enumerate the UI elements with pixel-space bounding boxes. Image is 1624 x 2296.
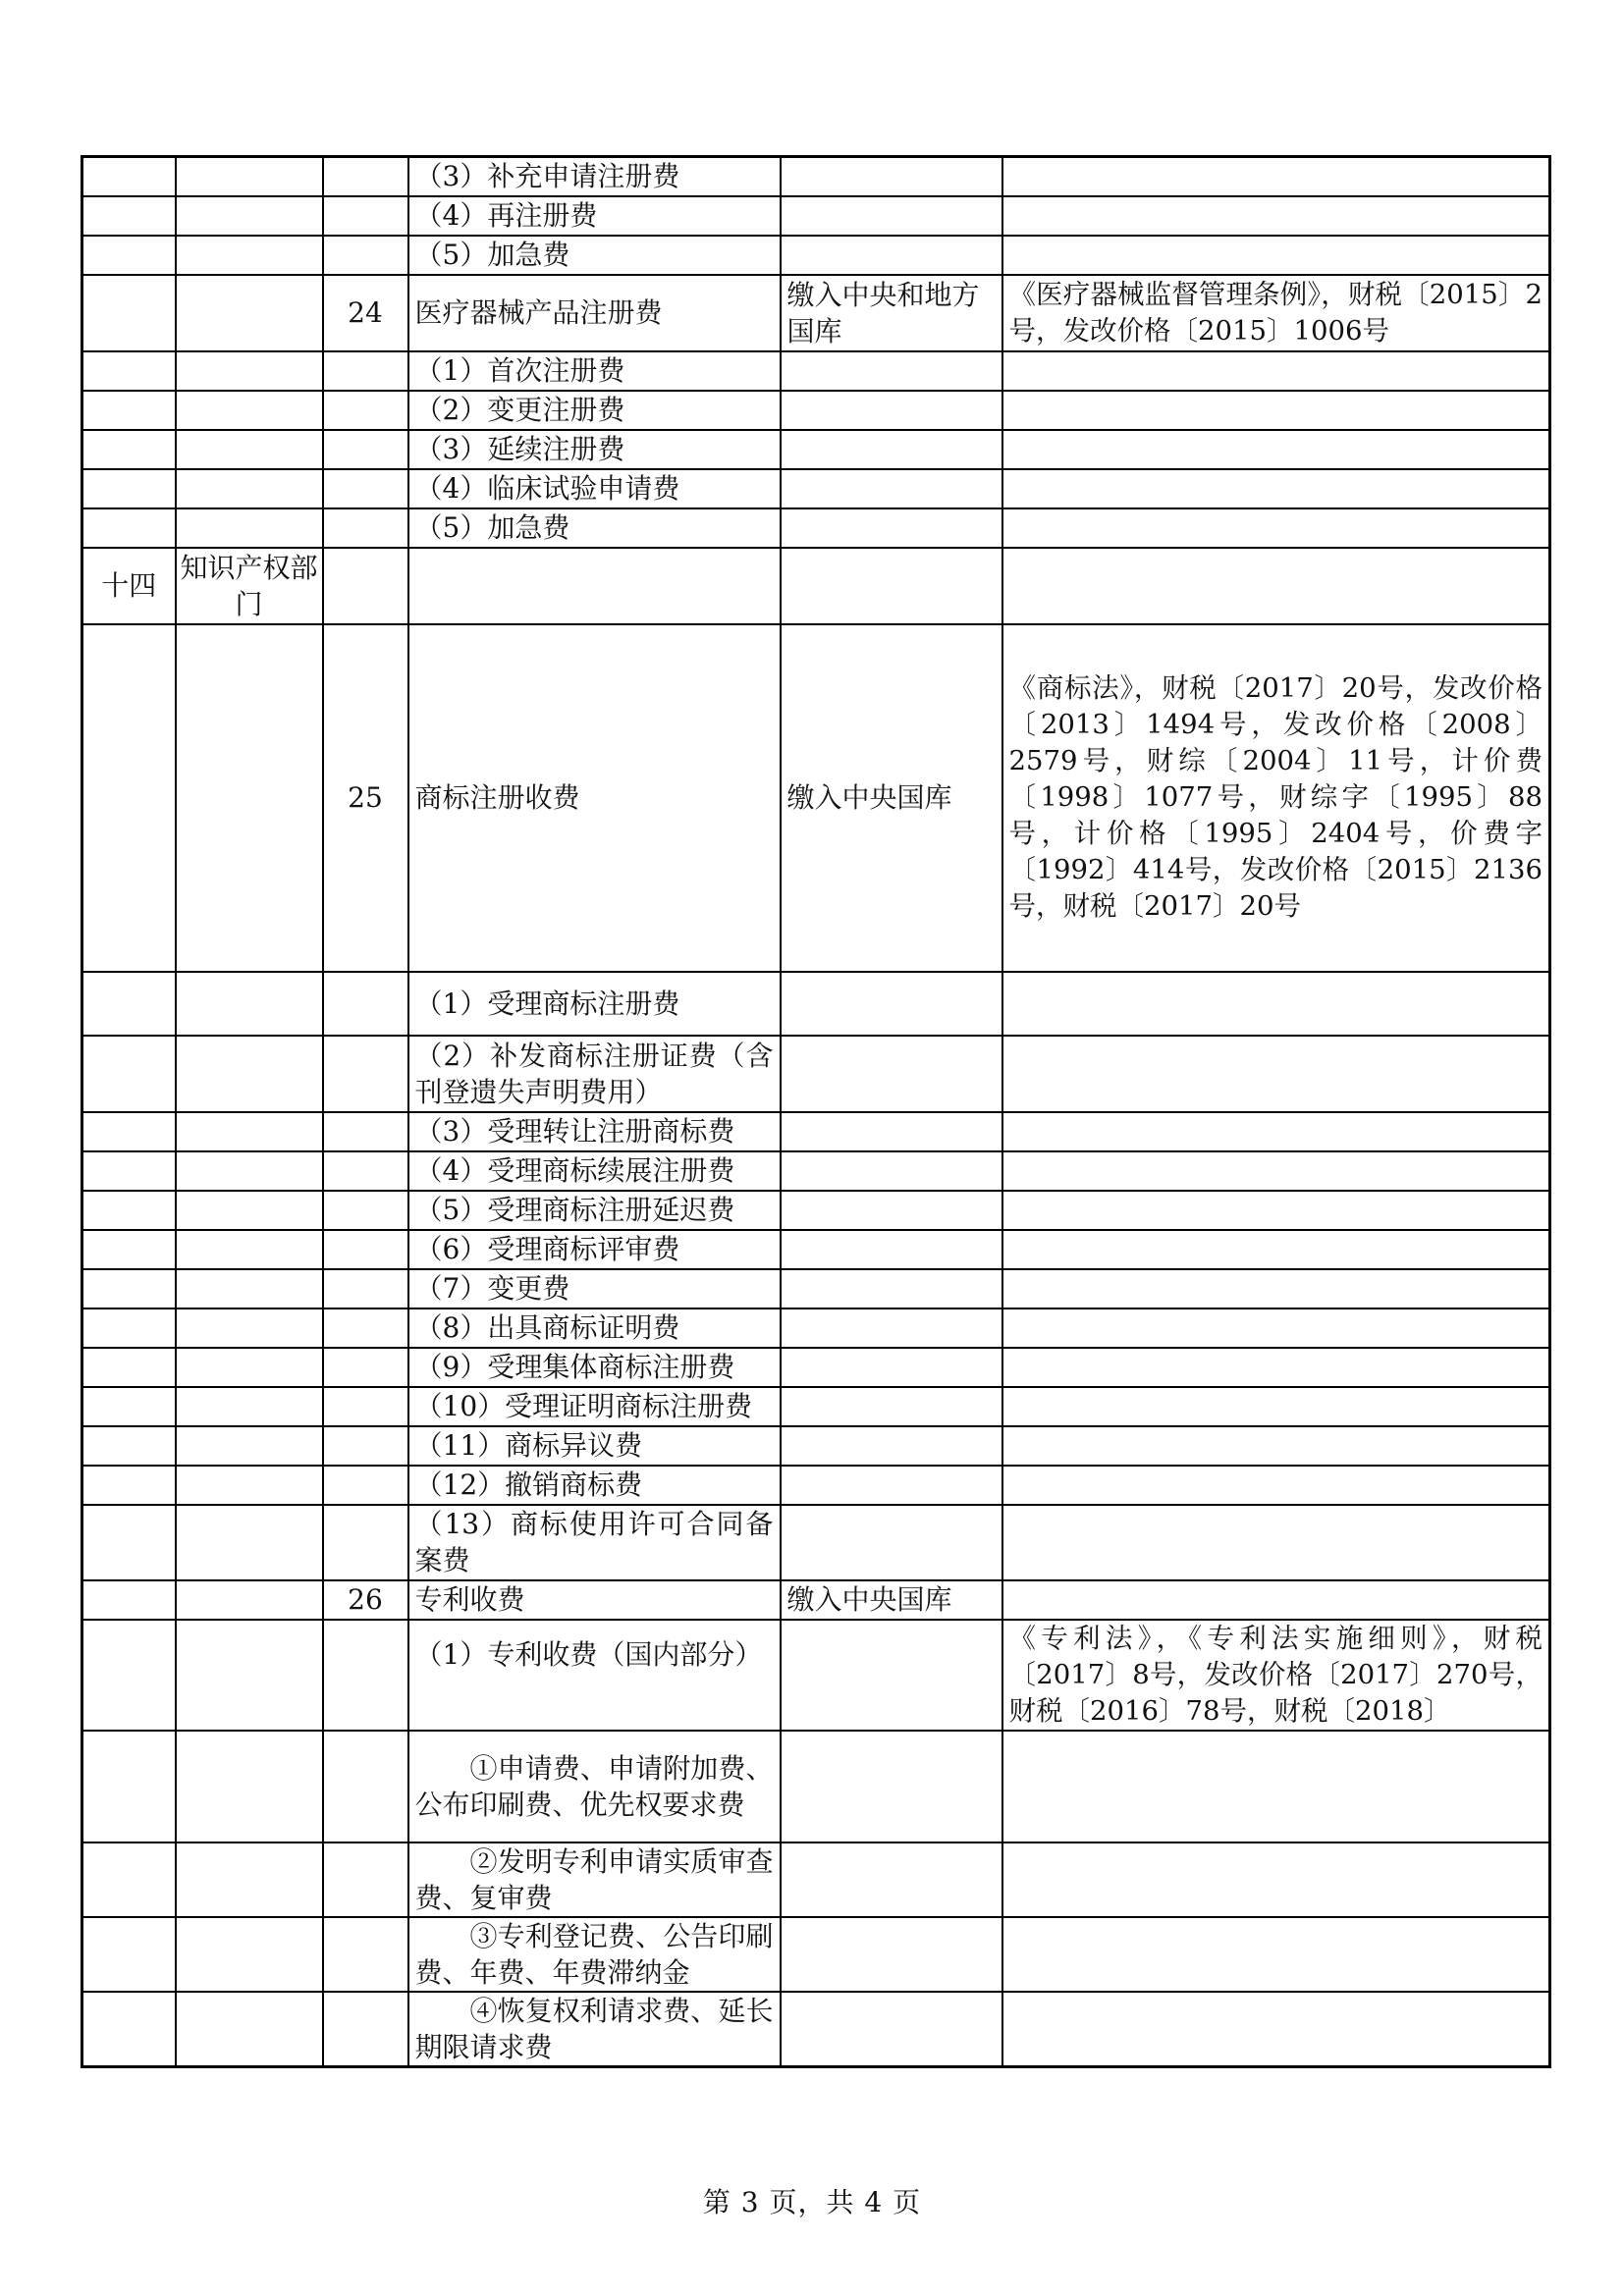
- item-number-cell: [323, 1992, 408, 2067]
- seq-cell: [82, 1426, 176, 1466]
- table-row: [82, 391, 1550, 430]
- legal-basis-cell: [1002, 1917, 1550, 1992]
- fee-name-cell: ④恢复权利请求费、延长期限请求费: [408, 1992, 781, 2067]
- fee-name-cell: （4）受理商标续展注册费: [408, 1151, 781, 1191]
- legal-basis-cell: [1002, 1505, 1550, 1580]
- department-cell: [176, 1466, 323, 1505]
- table-row: [82, 1842, 1550, 1917]
- table-row: [82, 236, 1550, 275]
- fee-name-cell: （5）加急费: [408, 236, 781, 275]
- treasury-cell: [781, 1387, 1002, 1426]
- table-row: [82, 624, 1550, 972]
- fee-name-cell: （1）专利收费（国内部分）: [408, 1620, 781, 1731]
- table-row: [82, 1580, 1550, 1620]
- treasury-cell: [781, 236, 1002, 275]
- treasury-cell: [781, 1308, 1002, 1348]
- department-cell: [176, 1112, 323, 1151]
- item-number-cell: [323, 1269, 408, 1308]
- fee-name-cell: （3）受理转让注册商标费: [408, 1112, 781, 1151]
- item-number-cell: [323, 1387, 408, 1426]
- fee-name-cell: （2）补发商标注册证费（含刊登遗失声明费用）: [408, 1036, 781, 1112]
- department-cell: [176, 469, 323, 508]
- legal-basis-cell: [1002, 972, 1550, 1036]
- department-cell: [176, 1348, 323, 1387]
- table-row: [82, 508, 1550, 548]
- department-cell: [176, 1917, 323, 1992]
- legal-basis-cell: [1002, 196, 1550, 236]
- legal-basis-cell: [1002, 1426, 1550, 1466]
- fee-name-cell: （4）再注册费: [408, 196, 781, 236]
- item-number-cell: [323, 1191, 408, 1230]
- department-cell: [176, 1308, 323, 1348]
- table-row: [82, 1191, 1550, 1230]
- fee-name-cell: （8）出具商标证明费: [408, 1308, 781, 1348]
- department-cell: [176, 236, 323, 275]
- treasury-cell: [781, 1348, 1002, 1387]
- department-cell: [176, 624, 323, 972]
- department-cell: [176, 1269, 323, 1308]
- seq-cell: [82, 508, 176, 548]
- fee-name-cell: （13）商标使用许可合同备案费: [408, 1505, 781, 1580]
- treasury-cell: [781, 1426, 1002, 1466]
- treasury-cell: [781, 1036, 1002, 1112]
- item-number-cell: [323, 236, 408, 275]
- legal-basis-cell: [1002, 1191, 1550, 1230]
- fee-name-cell: （4）临床试验申请费: [408, 469, 781, 508]
- department-cell: 知识产权部门: [176, 548, 323, 624]
- item-number-cell: [323, 1620, 408, 1731]
- legal-basis-cell: [1002, 430, 1550, 469]
- seq-cell: [82, 972, 176, 1036]
- treasury-cell: [781, 1505, 1002, 1580]
- treasury-cell: [781, 1842, 1002, 1917]
- table-row: [82, 1387, 1550, 1426]
- item-number-cell: [323, 972, 408, 1036]
- item-number-cell: [323, 508, 408, 548]
- legal-basis-cell: [1002, 157, 1550, 196]
- fee-name-cell: [408, 548, 781, 624]
- fee-name-cell: （11）商标异议费: [408, 1426, 781, 1466]
- department-cell: [176, 972, 323, 1036]
- seq-cell: [82, 157, 176, 196]
- seq-cell: [82, 1842, 176, 1917]
- seq-cell: [82, 430, 176, 469]
- fee-name-cell: （9）受理集体商标注册费: [408, 1348, 781, 1387]
- item-number-cell: [323, 1505, 408, 1580]
- treasury-cell: 缴入中央和地方国库: [781, 275, 1002, 351]
- legal-basis-cell: 《医疗器械监督管理条例》，财税〔2015〕2号，发改价格〔2015〕1006号: [1002, 275, 1550, 351]
- treasury-cell: 缴入中央国库: [781, 624, 1002, 972]
- fee-name-cell: （3）补充申请注册费: [408, 157, 781, 196]
- legal-basis-cell: [1002, 1348, 1550, 1387]
- legal-basis-cell: [1002, 236, 1550, 275]
- legal-basis-cell: [1002, 1842, 1550, 1917]
- department-cell: [176, 430, 323, 469]
- seq-cell: [82, 1308, 176, 1348]
- seq-cell: [82, 351, 176, 391]
- item-number-cell: [323, 469, 408, 508]
- department-cell: [176, 196, 323, 236]
- table-row: [82, 430, 1550, 469]
- legal-basis-cell: [1002, 508, 1550, 548]
- legal-basis-cell: 《商标法》，财税〔2017〕20号，发改价格〔2013〕1494号，发改价格〔2008〕2579号，财综〔2004〕11号，计价费〔1998〕1077号，财综字〔1995〕88号，计价格〔1995〕2404号，价费字〔1992〕414号，发改价格〔2015〕2136号，财税〔2017〕20号: [1002, 624, 1550, 972]
- seq-cell: [82, 1348, 176, 1387]
- department-cell: [176, 1151, 323, 1191]
- treasury-cell: [781, 157, 1002, 196]
- fee-table-body: [82, 157, 1550, 2067]
- department-cell: [176, 1842, 323, 1917]
- department-cell: [176, 1036, 323, 1112]
- department-cell: [176, 1992, 323, 2067]
- legal-basis-cell: [1002, 1387, 1550, 1426]
- treasury-cell: [781, 508, 1002, 548]
- seq-cell: [82, 1466, 176, 1505]
- legal-basis-cell: [1002, 1112, 1550, 1151]
- table-row: [82, 1466, 1550, 1505]
- treasury-cell: [781, 391, 1002, 430]
- seq-cell: [82, 1191, 176, 1230]
- table-row: [82, 1731, 1550, 1842]
- item-number-cell: [323, 1151, 408, 1191]
- table-row: [82, 548, 1550, 624]
- fee-name-cell: （7）变更费: [408, 1269, 781, 1308]
- item-number-cell: [323, 196, 408, 236]
- legal-basis-cell: [1002, 351, 1550, 391]
- department-cell: [176, 1426, 323, 1466]
- fee-name-cell: （5）加急费: [408, 508, 781, 548]
- seq-cell: 十四: [82, 548, 176, 624]
- treasury-cell: [781, 196, 1002, 236]
- table-row: [82, 196, 1550, 236]
- treasury-cell: [781, 972, 1002, 1036]
- fee-name-cell: （1）受理商标注册费: [408, 972, 781, 1036]
- item-number-cell: [323, 1036, 408, 1112]
- item-number-cell: [323, 1917, 408, 1992]
- treasury-cell: [781, 1191, 1002, 1230]
- table-row: [82, 1230, 1550, 1269]
- seq-cell: [82, 624, 176, 972]
- item-number-cell: 25: [323, 624, 408, 972]
- table-row: [82, 1151, 1550, 1191]
- fee-name-cell: （2）变更注册费: [408, 391, 781, 430]
- seq-cell: [82, 1387, 176, 1426]
- legal-basis-cell: [1002, 1269, 1550, 1308]
- item-number-cell: [323, 1842, 408, 1917]
- department-cell: [176, 351, 323, 391]
- table-row: [82, 275, 1550, 351]
- fee-name-cell: （12）撤销商标费: [408, 1466, 781, 1505]
- treasury-cell: [781, 1731, 1002, 1842]
- seq-cell: [82, 1036, 176, 1112]
- seq-cell: [82, 1620, 176, 1731]
- legal-basis-cell: [1002, 1230, 1550, 1269]
- item-number-cell: [323, 1230, 408, 1269]
- table-row: [82, 1620, 1550, 1731]
- table-row: [82, 1348, 1550, 1387]
- item-number-cell: [323, 1426, 408, 1466]
- treasury-cell: [781, 1917, 1002, 1992]
- table-row: [82, 1112, 1550, 1151]
- item-number-cell: 24: [323, 275, 408, 351]
- legal-basis-cell: [1002, 1151, 1550, 1191]
- legal-basis-cell: [1002, 1992, 1550, 2067]
- treasury-cell: [781, 1269, 1002, 1308]
- fee-name-cell: 医疗器械产品注册费: [408, 275, 781, 351]
- table-row: [82, 1036, 1550, 1112]
- seq-cell: [82, 469, 176, 508]
- fee-table: [81, 155, 1551, 2068]
- item-number-cell: [323, 1112, 408, 1151]
- department-cell: [176, 1505, 323, 1580]
- department-cell: [176, 508, 323, 548]
- fee-name-cell: （10）受理证明商标注册费: [408, 1387, 781, 1426]
- department-cell: [176, 275, 323, 351]
- item-number-cell: [323, 1731, 408, 1842]
- treasury-cell: [781, 1230, 1002, 1269]
- table-row: [82, 1917, 1550, 1992]
- item-number-cell: [323, 548, 408, 624]
- table-row: [82, 469, 1550, 508]
- item-number-cell: [323, 430, 408, 469]
- seq-cell: [82, 1917, 176, 1992]
- department-cell: [176, 1731, 323, 1842]
- fee-name-cell: （1）首次注册费: [408, 351, 781, 391]
- treasury-cell: [781, 548, 1002, 624]
- department-cell: [176, 1191, 323, 1230]
- seq-cell: [82, 196, 176, 236]
- item-number-cell: [323, 157, 408, 196]
- legal-basis-cell: [1002, 1466, 1550, 1505]
- page-number: 第 3 页，共 4 页: [702, 2186, 922, 2218]
- seq-cell: [82, 1992, 176, 2067]
- legal-basis-cell: [1002, 1308, 1550, 1348]
- seq-cell: [82, 1505, 176, 1580]
- department-cell: [176, 391, 323, 430]
- fee-name-cell: 专利收费: [408, 1580, 781, 1620]
- seq-cell: [82, 1269, 176, 1308]
- item-number-cell: [323, 1308, 408, 1348]
- treasury-cell: [781, 1992, 1002, 2067]
- legal-basis-cell: [1002, 548, 1550, 624]
- table-row: [82, 351, 1550, 391]
- fee-name-cell: ③专利登记费、公告印刷费、年费、年费滞纳金: [408, 1917, 781, 1992]
- treasury-cell: [781, 1466, 1002, 1505]
- seq-cell: [82, 391, 176, 430]
- table-row: [82, 1308, 1550, 1348]
- item-number-cell: [323, 351, 408, 391]
- fee-name-cell: 商标注册收费: [408, 624, 781, 972]
- treasury-cell: [781, 1620, 1002, 1731]
- department-cell: [176, 157, 323, 196]
- legal-basis-cell: [1002, 1036, 1550, 1112]
- treasury-cell: [781, 430, 1002, 469]
- seq-cell: [82, 1731, 176, 1842]
- seq-cell: [82, 275, 176, 351]
- department-cell: [176, 1387, 323, 1426]
- table-row: [82, 1426, 1550, 1466]
- item-number-cell: [323, 1466, 408, 1505]
- item-number-cell: [323, 1348, 408, 1387]
- treasury-cell: [781, 469, 1002, 508]
- table-row: [82, 1269, 1550, 1308]
- legal-basis-cell: [1002, 391, 1550, 430]
- seq-cell: [82, 1112, 176, 1151]
- table-row: [82, 157, 1550, 196]
- fee-name-cell: （3）延续注册费: [408, 430, 781, 469]
- treasury-cell: [781, 351, 1002, 391]
- fee-name-cell: ①申请费、申请附加费、公布印刷费、优先权要求费: [408, 1731, 781, 1842]
- item-number-cell: 26: [323, 1580, 408, 1620]
- seq-cell: [82, 236, 176, 275]
- department-cell: [176, 1230, 323, 1269]
- seq-cell: [82, 1580, 176, 1620]
- legal-basis-cell: [1002, 469, 1550, 508]
- seq-cell: [82, 1230, 176, 1269]
- treasury-cell: [781, 1151, 1002, 1191]
- treasury-cell: [781, 1112, 1002, 1151]
- item-number-cell: [323, 391, 408, 430]
- seq-cell: [82, 1151, 176, 1191]
- treasury-cell: 缴入中央国库: [781, 1580, 1002, 1620]
- department-cell: [176, 1620, 323, 1731]
- department-cell: [176, 1580, 323, 1620]
- legal-basis-cell: 《专利法》，《专利法实施细则》，财税〔2017〕8号，发改价格〔2017〕270号，财税〔2016〕78号，财税〔2018〕: [1002, 1620, 1550, 1731]
- legal-basis-cell: [1002, 1731, 1550, 1842]
- fee-name-cell: （5）受理商标注册延迟费: [408, 1191, 781, 1230]
- legal-basis-cell: [1002, 1580, 1550, 1620]
- table-row: [82, 1505, 1550, 1580]
- table-row: [82, 1992, 1550, 2067]
- table-row: [82, 972, 1550, 1036]
- fee-name-cell: （6）受理商标评审费: [408, 1230, 781, 1269]
- fee-name-cell: ②发明专利申请实质审查费、复审费: [408, 1842, 781, 1917]
